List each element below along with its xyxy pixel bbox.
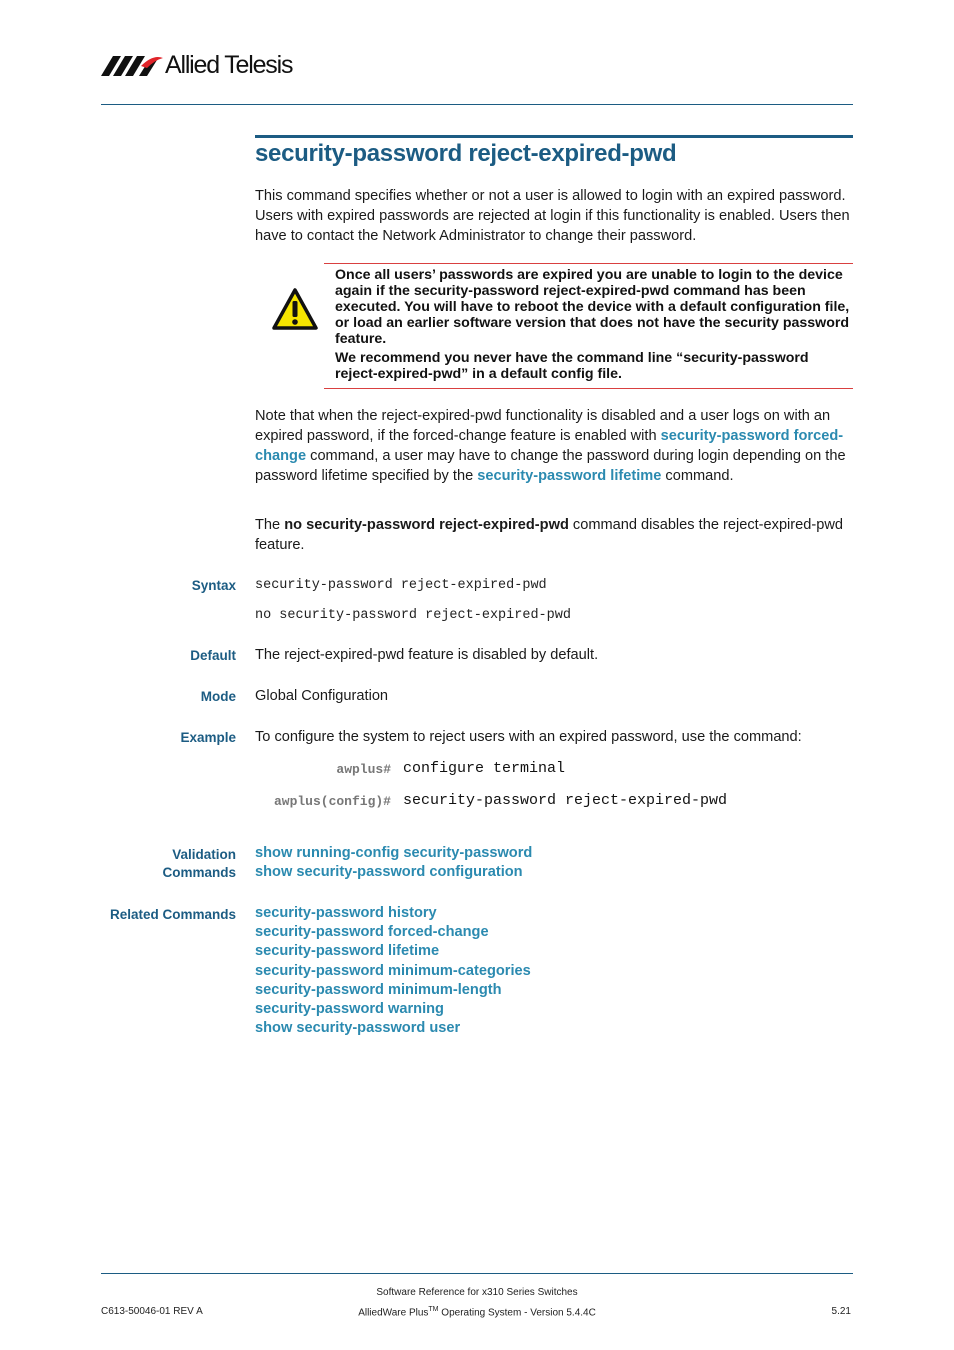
link-lifetime[interactable]: security-password lifetime [477, 468, 662, 484]
related-link[interactable]: security-password warning [255, 1001, 444, 1018]
brand-logo [101, 50, 292, 80]
no-form-text-1: The [255, 517, 285, 533]
related-link[interactable]: security-password minimum-length [255, 981, 502, 998]
syntax-label: Syntax [191, 578, 236, 593]
note-text-3: command. [661, 468, 734, 484]
syntax-line-1: security-password reject-expired-pwd [255, 578, 547, 593]
footer-doc-title: Software Reference for x310 Series Switches [376, 1287, 578, 1298]
no-form-command: no security-password reject-expired-pwd [284, 517, 569, 533]
example-label: Example [180, 730, 236, 745]
example-command-2: security-password reject-expired-pwd [403, 792, 728, 809]
related-link[interactable]: security-password forced-change [255, 924, 489, 941]
example-text: To configure the system to reject users with an expired password, use the command: [255, 729, 802, 745]
footer-divider [101, 1273, 853, 1274]
footer-os-suffix: Operating System - Version 5.4.4C [438, 1307, 596, 1319]
validation-links [255, 844, 532, 882]
page-title: security-password reject-expired-pwd [255, 140, 677, 167]
default-label: Default [190, 648, 236, 663]
default-text: The reject-expired-pwd feature is disabled by default. [255, 647, 599, 663]
warning-bottom-rule [324, 388, 853, 389]
validation-label-line-2: Commands [162, 865, 236, 880]
related-link[interactable]: security-password lifetime [255, 943, 440, 960]
header-divider [101, 104, 853, 105]
warning-icon [271, 287, 319, 331]
example-command-1: configure terminal [403, 760, 566, 777]
allied-telesis-logo-icon [101, 52, 163, 78]
related-link[interactable]: security-password history [255, 905, 437, 921]
link-forced-change[interactable]: security-password forced-change [255, 428, 844, 464]
footer-os-name: AlliedWare Plus [358, 1307, 429, 1319]
footer-os-version [0, 1306, 954, 1318]
warning-top-rule [324, 263, 853, 264]
no-form-text-2: command disables the reject-expired-pwd feature. [255, 517, 844, 553]
note-text-1: Note that when the reject-expired-pwd functionality is disabled and a user logs on with an expired password, if the forced-change feature is enabled with [255, 408, 831, 444]
validation-label [162, 846, 236, 882]
note-paragraph [255, 406, 853, 486]
footer-trademark: TM [428, 1306, 439, 1313]
mode-text: Global Configuration [255, 688, 389, 704]
intro-paragraph: This command specifies whether or not a user is allowed to login with an expired password. Users with expired passwords are rejected at login if this functionality is enabled. Users then have to contact the Network Administrator to change their password. [255, 188, 850, 244]
warning-text-2: We recommend you never have the command line “security-password reject-expired-pwd” in a default config file. [335, 350, 809, 382]
validation-label-line-1: Validation [172, 847, 236, 862]
related-label: Related Commands [109, 907, 236, 922]
validation-link[interactable]: show security-password configuration [255, 864, 523, 881]
brand-name: Allied Telesis [165, 50, 293, 79]
related-links [255, 904, 531, 1038]
mode-label: Mode [200, 689, 236, 704]
related-link[interactable]: security-password minimum-categories [255, 962, 531, 979]
example-prompt-2: awplus(config)# [273, 794, 391, 809]
page-number: 5.21 [831, 1306, 851, 1317]
footer-doc-code: C613-50046-01 REV A [101, 1306, 203, 1317]
example-prompt-1: awplus# [336, 762, 391, 777]
related-link[interactable]: show security-password user [255, 1020, 461, 1037]
no-form-paragraph [255, 515, 853, 555]
validation-link[interactable]: show running-config security-password [255, 845, 533, 861]
syntax-line-2: no security-password reject-expired-pwd [255, 608, 571, 623]
title-rule [255, 135, 853, 138]
note-text-2: command, a user may have to change the password during login depending on the password lifetime specified by the [255, 448, 846, 484]
warning-text-1: Once all users’ passwords are expired you are unable to login to the device again if the security-password reject-expired-pwd command has been executed. You will have to reboot the device with a default configuration file, or load an earlier software version that does not have the security password feature. [335, 267, 850, 347]
